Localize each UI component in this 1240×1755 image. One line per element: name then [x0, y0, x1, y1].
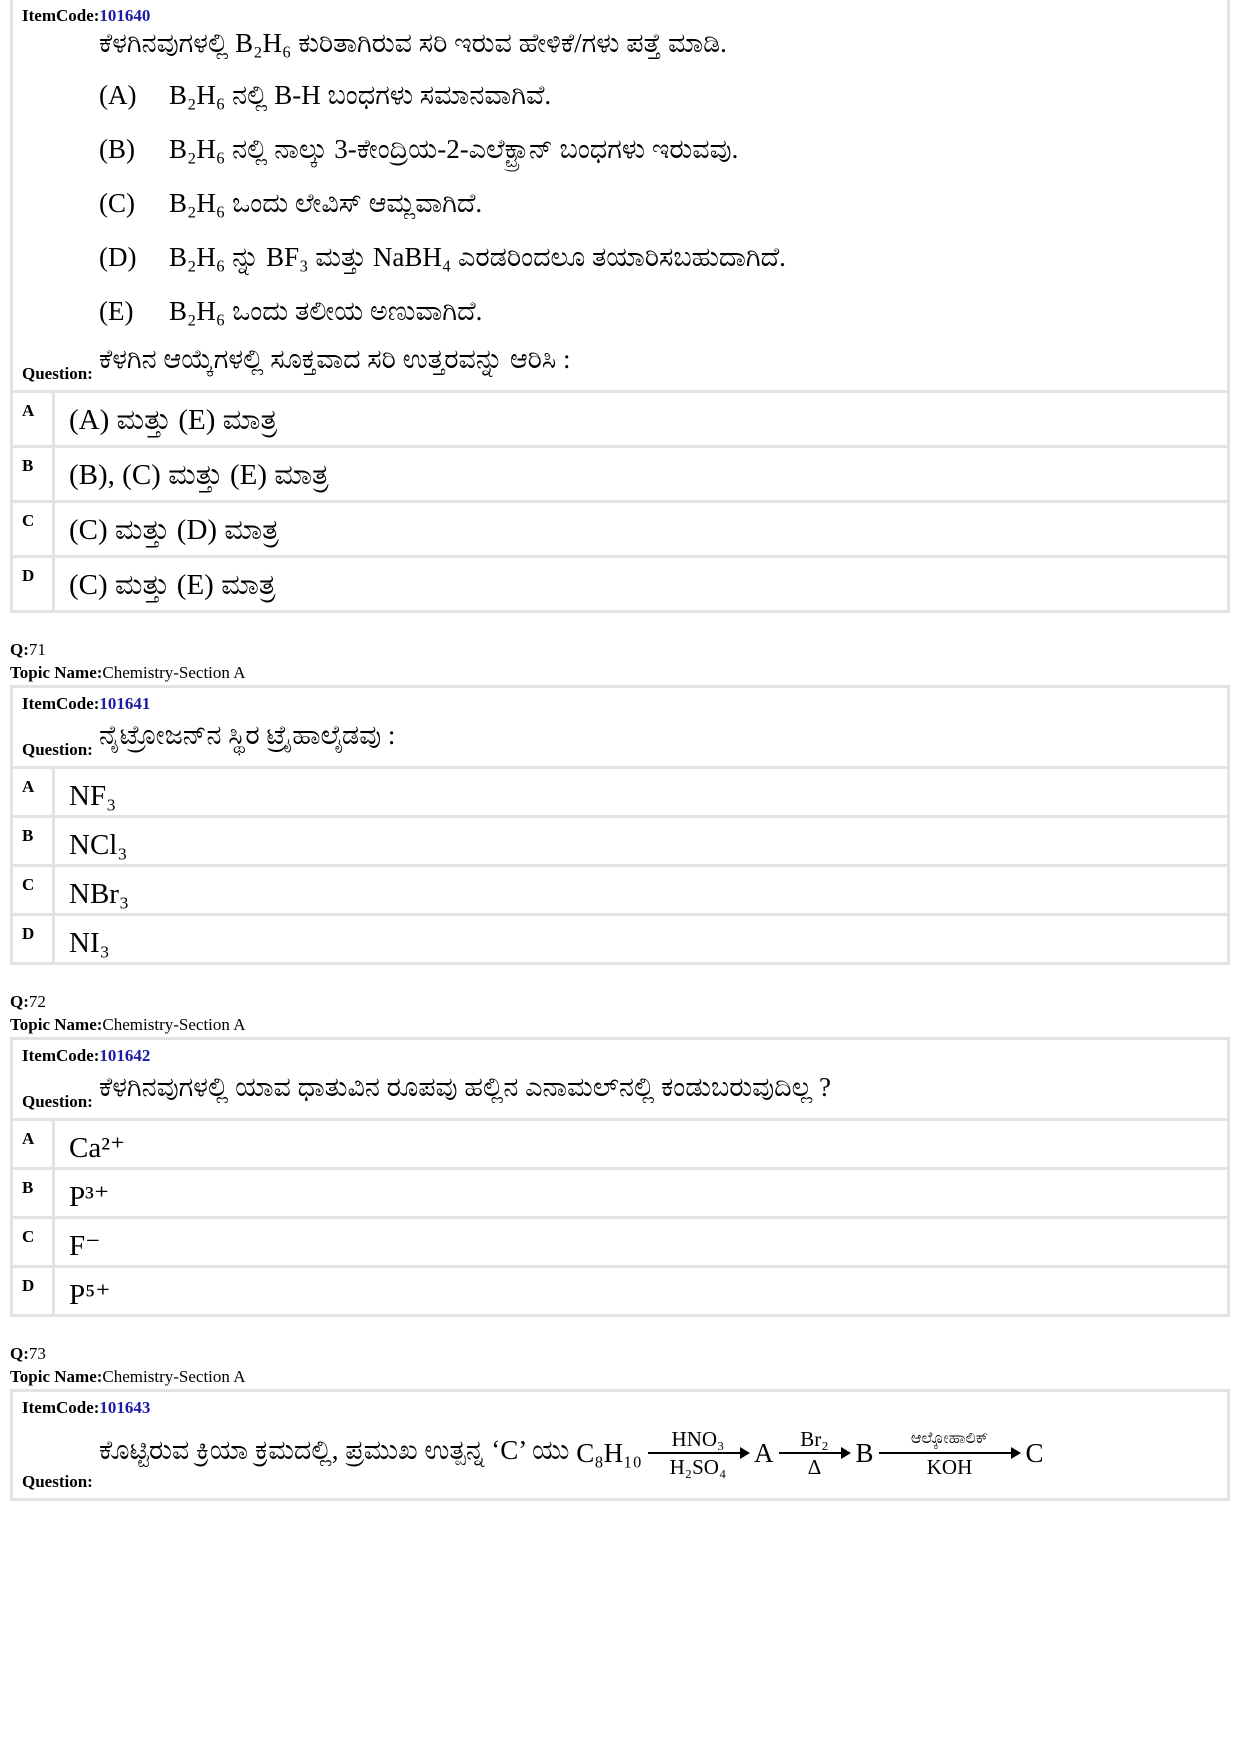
product-c: C [1025, 1438, 1044, 1468]
question-instruction: ಕೆಳಗಿನ ಆಯ್ಕೆಗಳಲ್ಲಿ ಸೂಕ್ತವಾದ ಸರಿ ಉತ್ತರವನ್ನು ಆರಿಸಿ : [99, 344, 571, 374]
question-number-72: Q:72 [10, 992, 46, 1011]
question-label: Question: [22, 364, 93, 383]
item-code: ItemCode:101641 [22, 694, 151, 713]
question-label: Question: [22, 1472, 93, 1491]
question-label: Question: [22, 1092, 93, 1111]
question-body [13, 1418, 1227, 1498]
question-number-73: Q:73 [10, 1344, 46, 1363]
option-c[interactable]: C (C) ಮತ್ತು (D) ಮಾತ್ರ [13, 500, 1227, 555]
statement-b: (B) B₂H₆ ನಲ್ಲಿ ನಾಲ್ಕು 3-ಕೇಂದ್ರಿಯ-2-ಎಲೆಕ್ಟ್ರಾನ್ ಬಂಧಗಳು ಇರುವವು. [99, 134, 739, 164]
option-a[interactable]: A (A) ಮತ್ತು (E) ಮಾತ್ರ [13, 390, 1227, 445]
question-text: ಕೆಳಗಿನವುಗಳಲ್ಲಿ ಯಾವ ಧಾತುವಿನ ರೂಪವು ಹಲ್ಲಿನ ಎನಾಮಲ್‌ನಲ್ಲಿ ಕಂಡುಬರುವುದಿಲ್ಲ ? [99, 1072, 832, 1102]
reaction-arrow-2 [779, 1428, 849, 1478]
question-body [13, 26, 1227, 390]
reaction-scheme [576, 1428, 1043, 1478]
option-c[interactable]: C NBr₃ [13, 864, 1227, 913]
statement-c: (C) B₂H₆ ಒಂದು ಲೇವಿಸ್ ಆಮ್ಲವಾಗಿದೆ. [99, 188, 483, 218]
question-box-70 [10, 0, 1230, 613]
option-b[interactable]: B P³⁺ [13, 1167, 1227, 1216]
statement-d: (D) B₂H₆ ನ್ನು BF₃ ಮತ್ತು NaBH₄ ಎರಡರಿಂದಲೂ ತಯಾರಿಸಬಹುದಾಗಿದೆ. [99, 242, 786, 272]
option-d[interactable]: D (C) ಮತ್ತು (E) ಮಾತ್ರ [13, 555, 1227, 610]
arrow-line [648, 1452, 748, 1454]
question-body [13, 1066, 1227, 1118]
arrow-line [779, 1452, 849, 1454]
option-a[interactable]: A NF₃ [13, 766, 1227, 815]
product-a: A [753, 1438, 774, 1468]
item-code: ItemCode:101640 [22, 6, 151, 25]
question-number-71: Q:71 [10, 640, 46, 659]
question-intro: ಕೆಳಗಿನವುಗಳಲ್ಲಿ B₂H₆ ಕುರಿತಾಗಿರುವ ಸರಿ ಇರುವ ಹೇಳಿಕೆ/ಗಳು ಪತ್ತೆ ಮಾಡಿ. [99, 28, 727, 58]
topic-name-71: Topic Name:Chemistry-Section A [10, 663, 246, 682]
topic-name-72: Topic Name:Chemistry-Section A [10, 1015, 246, 1034]
question-box-73 [10, 1389, 1230, 1501]
arrow-line [879, 1452, 1019, 1454]
reagent-bottom: KOH [926, 1455, 973, 1479]
question-box-71 [10, 685, 1230, 965]
reagent-top: Br₂ [800, 1427, 829, 1451]
reagent-top: ಆಲ್ಕೋಹಾಲಿಕ್ [910, 1430, 989, 1447]
option-a[interactable]: A Ca²⁺ [13, 1118, 1227, 1167]
question-label: Question: [22, 740, 93, 759]
statement-e: (E) B₂H₆ ಒಂದು ತಲೀಯ ಅಣುವಾಗಿದೆ. [99, 296, 483, 326]
option-b[interactable]: B (B), (C) ಮತ್ತು (E) ಮಾತ್ರ [13, 445, 1227, 500]
question-body [13, 714, 1227, 766]
option-d[interactable]: D P⁵⁺ [13, 1265, 1227, 1314]
product-b: B [855, 1438, 874, 1468]
item-code: ItemCode:101643 [22, 1398, 151, 1417]
statement-a: (A) B₂H₆ ನಲ್ಲಿ B-H ಬಂಧಗಳು ಸಮಾನವಾಗಿವೆ. [99, 80, 552, 110]
reactant: C₈H₁₀ [576, 1438, 642, 1468]
question-text: ನೈಟ್ರೋಜನ್‌ನ ಸ್ಥಿರ ಟ್ರೈಹಾಲೈಡವು : [99, 720, 396, 750]
question-paper-page [10, 0, 1230, 1501]
option-c[interactable]: C F⁻ [13, 1216, 1227, 1265]
item-code: ItemCode:101642 [22, 1046, 151, 1065]
reagent-bottom: H₂SO₄ [669, 1455, 727, 1479]
reaction-arrow-3 [879, 1428, 1019, 1478]
option-b[interactable]: B NCl₃ [13, 815, 1227, 864]
reagent-top: HNO₃ [671, 1427, 725, 1451]
question-text-kannada: ಕೊಟ್ಟಿರುವ ಕ್ರಿಯಾ ಕ್ರಮದಲ್ಲಿ, ಪ್ರಮುಖ ಉತ್ಪನ್ನ ‘C’ ಯು [99, 1435, 570, 1466]
option-d[interactable]: D NI₃ [13, 913, 1227, 962]
reaction-arrow-1 [648, 1428, 748, 1478]
reagent-bottom: Δ [807, 1455, 822, 1479]
topic-name-73: Topic Name:Chemistry-Section A [10, 1367, 246, 1386]
question-box-72 [10, 1037, 1230, 1317]
question-text [99, 1418, 1217, 1486]
